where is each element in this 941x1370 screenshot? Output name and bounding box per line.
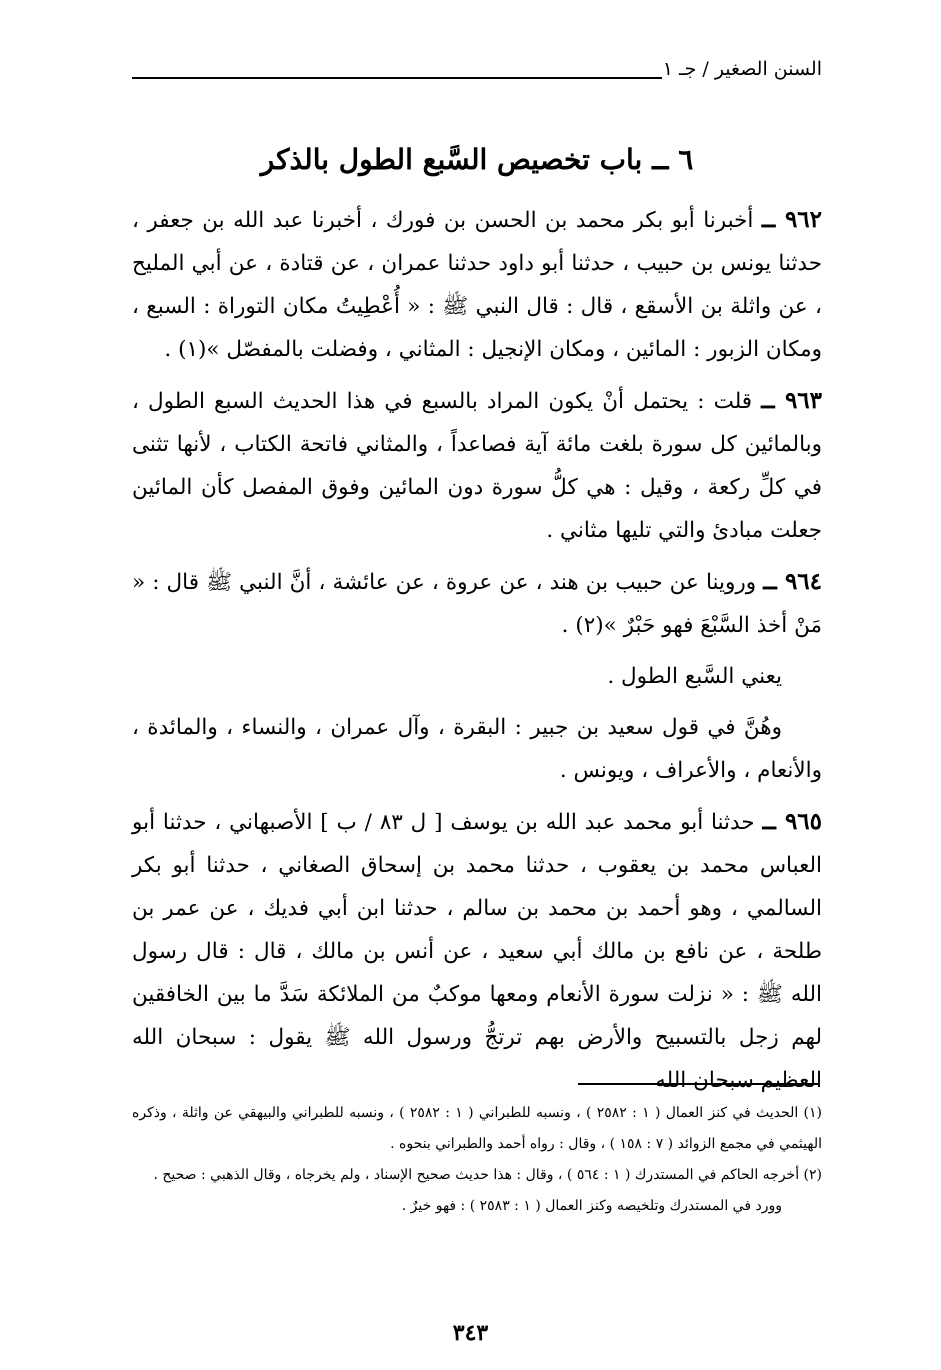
commentary-text: وهُنَّ في قول سعيد بن جبير : البقرة ، وآل عمران ، والنساء ، والمائدة ، والأنعام ، والأعراف ، ويونس . <box>132 715 822 783</box>
commentary-paragraph <box>132 706 822 792</box>
footnotes <box>132 1098 822 1222</box>
hadith-paragraph <box>132 379 822 552</box>
page-number: ٣٤٣ <box>452 1320 489 1346</box>
hadith-paragraph <box>132 198 822 371</box>
footnote-rule <box>578 1083 818 1085</box>
hadith-text: أخبرنا أبو بكر محمد بن الحسن بن فورك ، أخبرنا عبد الله بن جعفر ، حدثنا يونس بن حبيب ، حدثنا أبو داود حدثنا عمران ، عن قتادة ، عن أبي المليح ، عن واثلة بن الأسقع ، قال : قال النبي ﷺ : « أُعْطِيتُ مكان التوراة : السبع ، ومكان الزبور : المائين ، ومكان الإنجيل : المثاني ، وفضلت بالمفصّل »(١) . <box>132 208 822 362</box>
hadith-number: ٩٦٤ ــ <box>763 568 823 595</box>
footnote: (٢) أخرجه الحاكم في المستدرك ( ١ : ٥٦٤ ) ، وقال : هذا حديث صحيح الإسناد ، ولم يخرجاه ، وقال الذهبي : صحيح . <box>153 1167 822 1183</box>
running-title: السنن الصغير / جـ ١ <box>662 58 822 80</box>
commentary-paragraph <box>132 655 822 698</box>
header-rule <box>132 77 662 79</box>
hadith-number: ٩٦٥ ــ <box>762 808 822 835</box>
hadith-number: ٩٦٣ ــ <box>761 387 822 414</box>
hadith-text: قلت : يحتمل أنْ يكون المراد بالسبع في هذا الحديث السبع الطول ، وبالمائين كل سورة بلغت مائة آية فصاعداً ، والمثاني فاتحة الكتاب ، لأنها تثنى في كلِّ ركعة ، وقيل : هي كلُّ سورة دون المائين وفوق المفصل كأن المائين جعلت مبادئ والتي تليها مثاني . <box>132 389 822 543</box>
running-header <box>132 58 822 84</box>
hadith-text: حدثنا أبو محمد عبد الله بن يوسف [ ل ٨٣ / ب ] الأصبهاني ، حدثنا أبو العباس محمد بن يعقوب ، حدثنا محمد بن إسحاق الصغاني ، حدثنا أبو بكر السالمي ، وهو أحمد بن محمد بن سالم ، حدثنا ابن أبي فديك ، عن عمر بن طلحة ، عن نافع بن مالك أبي سعيد ، عن أنس بن مالك ، قال : قال رسول الله ﷺ : « نزلت سورة الأنعام ومعها موكبٌ من الملائكة سَدَّ ما بين الخافقين لهم زجل بالتسبيح والأرض بهم ترتجُّ ورسول الله ﷺ يقول : سبحان الله العظيم سبحان الله <box>132 810 822 1093</box>
hadith-paragraph <box>132 800 822 1102</box>
main-text <box>132 198 822 1110</box>
chapter-title: ٦ ــ باب تخصيص السَّبع الطول بالذكر <box>260 143 694 176</box>
hadith-text: وروينا عن حبيب بن هند ، عن عروة ، عن عائشة ، أنَّ النبي ﷺ قال : « مَنْ أخذ السَّبْعَ فهو حَبْرٌ »(٢) . <box>132 570 822 638</box>
hadith-number: ٩٦٢ ــ <box>761 206 822 233</box>
footnote: (١) الحديث في كنز العمال ( ١ : ٢٥٨٢ ) ، ونسبه للطبراني ( ١ : ٢٥٨٢ ) ، ونسبه للطبراني والبيهقي عن واثلة ، وذكره الهيثمي في مجمع الزوائد ( ٧ : ١٥٨ ) ، وقال : رواه أحمد والطبراني بنحوه . <box>132 1105 823 1152</box>
hadith-paragraph <box>132 560 822 647</box>
commentary-text: يعني السَّبع الطول . <box>607 664 782 689</box>
footnote-continuation: وورد في المستدرك وتلخيصه وكنز العمال ( ١ : ٢٥٨٣ ) : فهو خيرٌ . <box>401 1198 782 1214</box>
